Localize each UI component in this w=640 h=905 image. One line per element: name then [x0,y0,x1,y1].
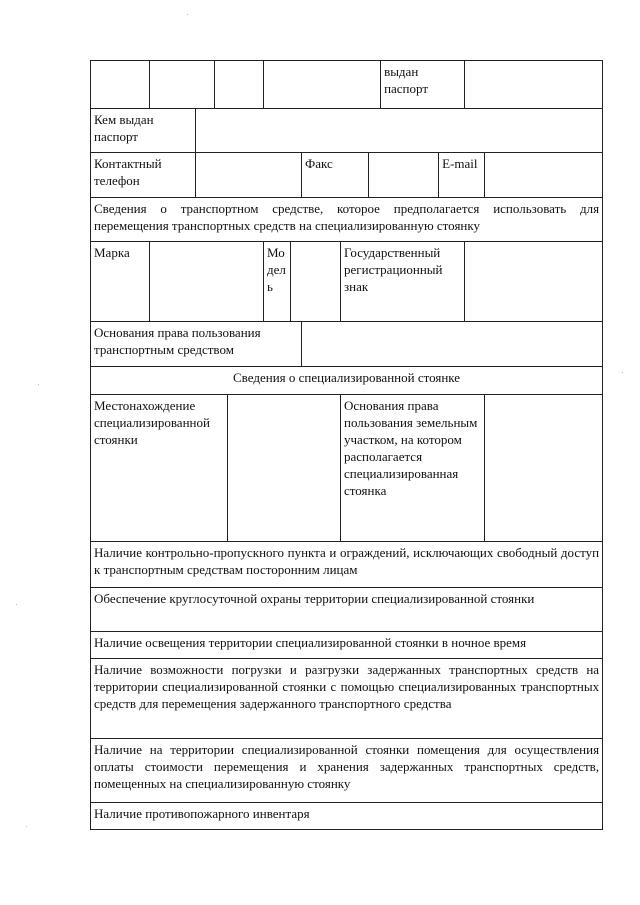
model-field[interactable] [291,242,341,322]
passport-issuer-field[interactable] [196,109,603,153]
model-label: Модель [264,242,291,322]
field-cell[interactable] [91,61,150,109]
reg-plate-label: Государственный регистрационный знак [341,242,465,322]
requirement-row [91,659,603,739]
vehicle-section-heading: Сведения о транспортном средстве, которое предполагается использовать для перемещения транспортных средств на специализированную стоянку [91,198,603,242]
contacts-row [91,153,603,198]
scan-speck [16,604,17,605]
requirement-row [91,588,603,632]
reg-plate-field[interactable] [465,242,603,322]
application-form-table [90,60,603,830]
vehicle-basis-row [91,322,603,367]
phone-label: Контактный телефон [91,153,196,198]
passport-issuer-row [91,109,603,153]
passport-details-row [91,61,603,109]
requirement-row [91,803,603,830]
scan-speck [38,384,39,385]
requirement-row [91,632,603,659]
field-cell[interactable] [215,61,264,109]
vehicle-details-row [91,242,603,322]
field-cell[interactable] [150,61,215,109]
scan-speck [622,372,623,373]
land-basis-label: Основания права пользования земельным участком, на котором располагается специализированная стоянка [341,395,485,542]
parking-section-heading: Сведения о специализированной стоянке [91,367,603,395]
issued-passport-label: выдан паспорт [381,61,465,109]
field-cell[interactable] [465,61,603,109]
vehicle-basis-field[interactable] [302,322,603,367]
fax-field[interactable] [369,153,439,198]
land-basis-field[interactable] [485,395,603,542]
brand-field[interactable] [150,242,264,322]
parking-location-label: Местонахождение специализированной стоянки [91,395,228,542]
parking-heading-row [91,367,603,395]
scan-speck [26,826,27,827]
phone-field[interactable] [196,153,302,198]
email-label: E-mail [439,153,485,198]
field-cell[interactable] [264,61,381,109]
requirement-night-lighting: Наличие освещения территории специализированной стоянки в ночное время [91,632,603,659]
requirement-round-the-clock-security: Обеспечение круглосуточной охраны территории специализированной стоянки [91,588,603,632]
scan-speck [187,14,188,15]
fax-label: Факс [302,153,369,198]
brand-label: Марка [91,242,150,322]
vehicle-heading-row [91,198,603,242]
requirement-fire-equipment: Наличие противопожарного инвентаря [91,803,603,830]
requirement-loading-unloading: Наличие возможности погрузки и разгрузки задержанных транспортных средств на территории специализированной стоянки с помощью специализированных транспортных средств для перемещения задержанного транспортного средства [91,659,603,739]
requirement-row [91,542,603,588]
parking-location-field[interactable] [228,395,341,542]
email-field[interactable] [485,153,603,198]
requirement-row [91,739,603,803]
requirement-payment-premises: Наличие на территории специализированной стоянки помещения для осуществления оплаты стоимости перемещения и хранения задержанных транспортных средств, помещенных на специализированную стоянку [91,739,603,803]
requirement-checkpoint-fencing: Наличие контрольно-пропускного пункта и ограждений, исключающих свободный доступ к транспортным средствам посторонним лицам [91,542,603,588]
parking-details-row [91,395,603,542]
vehicle-basis-label: Основания права пользования транспортным средством [91,322,302,367]
passport-issuer-label: Кем выдан паспорт [91,109,196,153]
